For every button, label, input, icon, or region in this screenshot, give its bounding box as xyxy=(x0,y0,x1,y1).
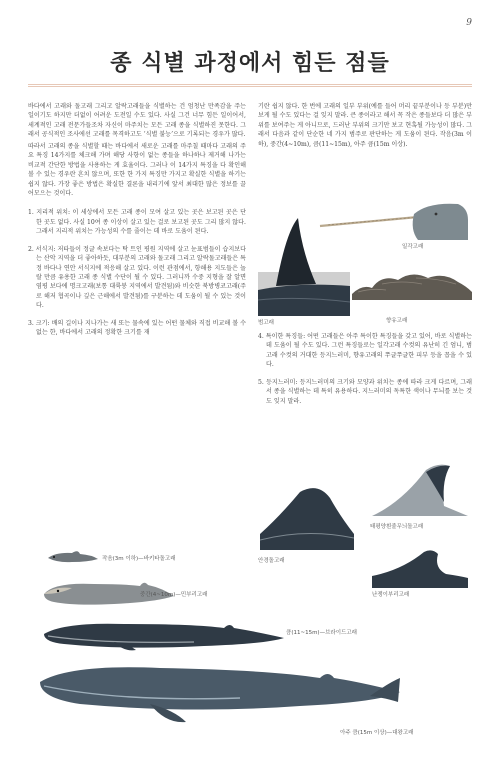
blue-whale-caption: 아주 큼(15m 이상)—대왕고래 xyxy=(340,730,414,736)
beaked-whale-fin-caption: 난쟁이부리고래 xyxy=(372,592,410,598)
brydes-whale-illustration xyxy=(44,614,284,654)
left-criteria-list xyxy=(28,208,246,337)
intro-paragraph-1: 바다에서 고래와 돌고래 그리고 알락고래들을 식별하는 건 엄청난 만족감을 주는 일이기도 하지만 더없이 어려운 도전일 수도 있다. 사실 그건 너무 힘든 일이어서, 세계적인 고래 전문가들조차 자신이 마주치는 모든 고래 종을 식별하진 못한다. 그래서 공식적인 조사에선 고래를 목격하고도 ‘식별 불능’으로 기록되는 경우가 많다. xyxy=(28,103,246,139)
pacific-white-fin-illustration xyxy=(372,462,468,516)
title-rule-bottom xyxy=(28,86,472,87)
finless-fin-illustration xyxy=(260,482,354,550)
pacific-white-fin-caption: 태평양흰줄무늬돌고래 xyxy=(370,524,424,530)
criterion-dorsal-fin: 5. 등지느러미: 등지느러미의 크기와 모양과 위치는 종에 따라 크게 다르며, 그래서 종을 식별하는 데 특히 유용하다. 지느러미의 독특한 색이나 무늬를 보는 것도 잊지 말라. xyxy=(258,378,472,405)
right-column-top xyxy=(258,102,472,151)
right-column-mid xyxy=(258,332,472,414)
brydes-whale-caption: 큼(11~15m)—브라이드고래 xyxy=(286,630,357,636)
criterion-habitat: 2. 서식지: 저타들이 정글 속보다는 탁 트인 평원 지역에 살고 눈표범들이 습지보다는 산악 지역을 더 좋아하듯, 대부분의 고래와 돌고래 그리고 알락돌고래들은 특정 바다나 연안 서식지에 적응해 살고 있다. 이런 관점에서, 항해용 지도들은 놀랄 만큼 유용한 고래 종 식별 수단이 될 수 있다. 그러니까 수중 지형을 잘 알면 염평 보다에 명크고래(보통 대륙붕 지역에서 발견됨)와 비슷한 북방병코고래(주로 해저 협곡이나 깊은 근해에서 발견됨)를 구분하는 데 도움이 될 수 있는 것이다. xyxy=(28,245,246,310)
orca-caption: 범고래 xyxy=(258,320,274,326)
sperm-whale-caption: 향유고래 xyxy=(386,318,408,324)
criterion-geography: 1. 지리적 위치: 이 세상에서 모든 고래 종이 모여 살고 있는 곳은 보고된 곳은 단 한 곳도 없다. 사실 10여 종 이상이 살고 있는 걸로 보고된 곳도 그리 많지 않다. 그래서 지리적 위치는 가능성의 수를 줄이는 데 바로 도움이 된다. xyxy=(28,209,246,236)
sperm-whale-illustration xyxy=(352,266,472,300)
page-number: 9 xyxy=(466,18,472,28)
vaquita-illustration xyxy=(48,549,98,565)
intro-paragraph-2: 따라서 고래의 종을 식별할 때는 바다에서 새로운 고래를 마주칠 때마다 고래의 주요 특징 14가지를 체크해 가며 해당 사항이 없는 종들을 하나하나 제거해 나가는 비교적 간단한 방법을 사용하는 게 효율이다. 그러나 이 14가지 특징을 다 확인해 볼 수 있는 경우란 흔치 않으며, 또한 한 가지 특징만 가지고 확실한 식별을 하기는 쉽지 않다. 가장 좋은 방법은 확실한 결론을 내리기에 앞서 최대한 많은 정보를 끌어모으는 것이다. xyxy=(28,142,246,197)
narwhal-illustration xyxy=(318,200,468,240)
size-categories-paragraph: 기란 쉽지 않다. 한 번에 고래의 일부 부위(예를 들어 머리 끝부분이나 등 부분)만 보게 될 수도 있다는 걸 잊지 말라. 큰 종이라고 해서 꼭 작은 종들보다 더 많은 부위를 보여주는 게 아니므로, 드러난 부위의 크기만 보고 현혹될 가능성이 많다. 그래서 다음과 같이 단순한 네 가지 범주로 판단하는 게 도움이 된다. 작음(3m 이하), 중간(4~10m), 큼(11~15m), 아주 큼(15m 이상). xyxy=(258,103,472,148)
cuviers-beaked-whale-caption: 중간(4~10m)—민부리고래 xyxy=(140,592,208,598)
vaquita-caption: 작음(3m 이하)—바키타돌고래 xyxy=(102,556,176,562)
beaked-whale-fin-illustration xyxy=(372,542,468,588)
finless-fin-caption: 안경돌고래 xyxy=(258,558,285,564)
left-column xyxy=(28,102,246,346)
page-title: 종 식별 과정에서 힘든 점들 xyxy=(110,51,390,76)
criterion-unusual-features: 4. 특이한 특징들: 어떤 고래들은 아주 특이한 특징들을 갖고 있어, 바로 식별하는 데 도움이 될 수도 있다. 그런 특징들로는 일각고래 수컷의 유난히 긴 엄니, 범고래 수컷의 거대한 등지느러미, 향유고래의 쭈글쭈글한 피부 등을 꼽을 수 있다. xyxy=(258,333,472,369)
blue-whale-illustration xyxy=(40,658,400,728)
title-rule-top xyxy=(28,84,472,85)
narwhal-caption: 일각고래 xyxy=(402,244,424,250)
criterion-size: 3. 크기: 배의 길이나 지나가는 새 또는 물속에 있는 어떤 물체와 직접 비교해 볼 수 없는 한, 바다에서 고래의 정확한 크기를 재 xyxy=(28,319,246,337)
right-criteria-list xyxy=(258,332,472,406)
